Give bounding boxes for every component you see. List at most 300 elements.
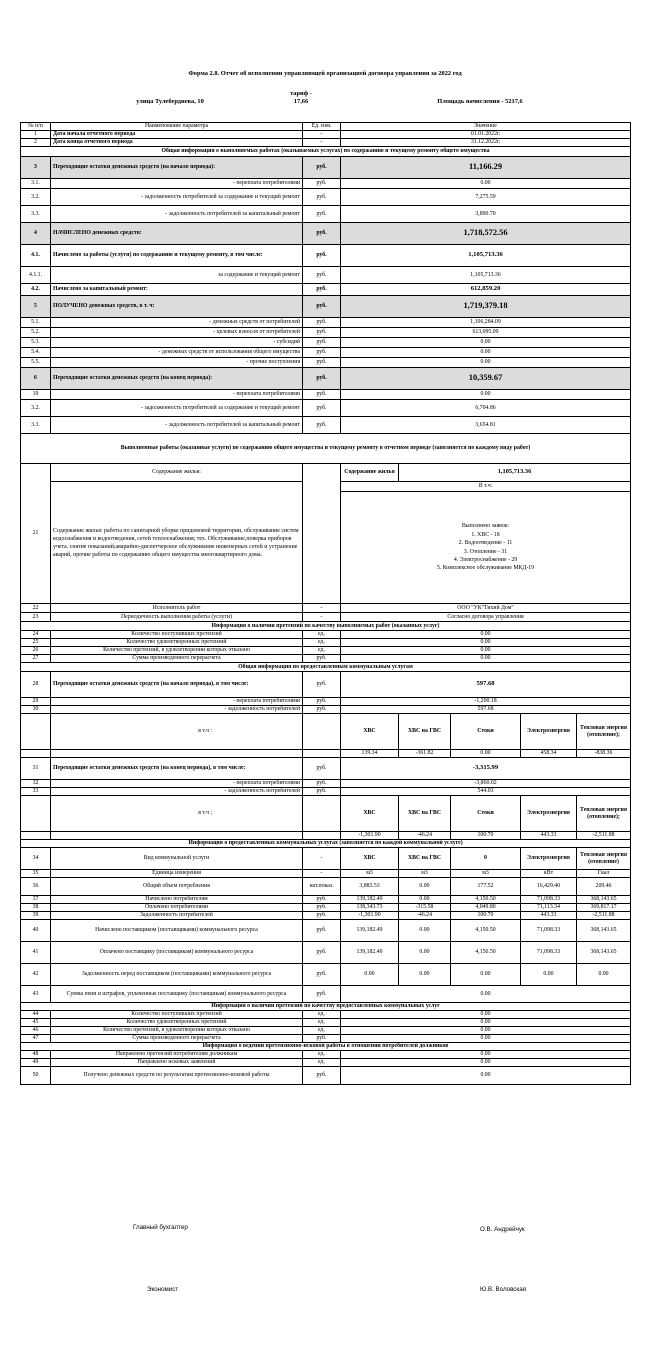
cell xyxy=(51,750,303,758)
cell xyxy=(303,832,341,840)
cell: 36 xyxy=(21,878,51,896)
util-value-cell: -1,301.90 xyxy=(341,832,399,840)
cell: руб. xyxy=(303,1067,341,1085)
table-row xyxy=(21,878,631,896)
cell: Количество поступивших претензий xyxy=(51,631,303,639)
table-row xyxy=(21,942,631,964)
table-row xyxy=(21,267,631,284)
cell xyxy=(303,750,341,758)
cell: руб. xyxy=(303,400,341,417)
cell: Исполнитель работ xyxy=(51,604,303,613)
service-cell: 71,098.33 xyxy=(521,896,577,904)
service-cell: -46.24 xyxy=(399,912,451,920)
util-value-cell: -46.24 xyxy=(399,832,451,840)
service-cell: 368,143.65 xyxy=(577,896,631,904)
cell: 3.2. xyxy=(21,189,51,206)
cell: Количество претензий, в удовлетворении которых отказано xyxy=(51,647,303,655)
cell: 40 xyxy=(21,920,51,942)
util-head-cell: Стоки xyxy=(451,714,521,750)
table-row xyxy=(21,1067,631,1085)
cell xyxy=(303,796,341,832)
cell: Начислено потребителям xyxy=(51,896,303,904)
table-row xyxy=(21,157,631,179)
util-head-cell: ХВС на ГВС xyxy=(399,796,451,832)
cell: 5.3. xyxy=(21,338,51,348)
cell: 28 xyxy=(21,672,51,698)
cell: - прочие поступления xyxy=(51,358,303,368)
table-row xyxy=(21,788,631,796)
area: Площадь начисления - 5217,6 xyxy=(437,98,523,105)
value-cell: 1,105,713.36 xyxy=(341,245,631,267)
cell: Начислено за работы (услуги) по содержанию и текущему ремонту, в том числе: xyxy=(51,245,303,267)
value-cell: 1,106,284.09 xyxy=(341,318,631,328)
table-header xyxy=(21,123,631,131)
work-done-item: 5. Комплексное обслуживание МКД-19 xyxy=(436,565,535,572)
cell: в т.ч ; xyxy=(51,796,303,832)
cell: 43 xyxy=(21,986,51,1003)
cell: Получено денежных средств по результатам претензионно-исковой работы xyxy=(51,1067,303,1085)
cell: - переплата потребителями xyxy=(51,390,303,400)
cell: руб. xyxy=(303,390,341,400)
util-value-cell: 0.00 xyxy=(451,750,521,758)
util-head-cell: Тепловая энергия (отопление); xyxy=(577,796,631,832)
cell: ед. xyxy=(303,1051,341,1059)
cell: 47 xyxy=(21,1035,51,1043)
util-head-cell: ХВС xyxy=(341,796,399,832)
cell: ед. xyxy=(303,631,341,639)
work-done-item: 3. Отопление - 31 xyxy=(463,548,508,555)
cell xyxy=(51,832,303,840)
cell: руб. xyxy=(303,672,341,698)
work-done-list xyxy=(341,492,631,604)
cell: 49 xyxy=(21,1059,51,1067)
value-cell: 597.68 xyxy=(341,672,631,698)
table-row xyxy=(21,1035,631,1043)
service-cell: -1,301.90 xyxy=(341,912,399,920)
cell: 5.5. xyxy=(21,358,51,368)
cell: 50 xyxy=(21,1067,51,1085)
cell: Вид коммунальной услуги xyxy=(51,848,303,870)
cell: Переходящие остатки денежных средств (на конец периода), в том числе: xyxy=(51,758,303,780)
cell: 48 xyxy=(21,1051,51,1059)
util-value-cell: 443.33 xyxy=(521,832,577,840)
value-cell: 0.00 xyxy=(341,358,631,368)
cell: 33 xyxy=(21,788,51,796)
service-cell: 139,182.49 xyxy=(341,920,399,942)
cell: руб. xyxy=(303,912,341,920)
cell: - задолженность потребителей за содержание и текущий ремонт xyxy=(51,189,303,206)
table-row xyxy=(21,848,631,870)
table-row xyxy=(21,179,631,189)
service-cell: 0.00 xyxy=(399,942,451,964)
table-row xyxy=(21,639,631,647)
col-value: Значение xyxy=(341,123,631,131)
cell: руб. xyxy=(303,698,341,706)
cell: 5.2. xyxy=(21,328,51,338)
service-cell: 209.46 xyxy=(577,878,631,896)
cell: - задолженность потребителей xyxy=(51,788,303,796)
value-cell: 0.00 xyxy=(341,1011,631,1019)
cell: - задолженность потребителей за капитальный ремонт xyxy=(51,206,303,223)
util-value-cell: -361.82 xyxy=(399,750,451,758)
cell: 21 xyxy=(21,464,51,604)
table-row xyxy=(21,964,631,986)
util-head-cell: Стоки xyxy=(451,796,521,832)
table-row xyxy=(21,986,631,1003)
service-cell: 443.33 xyxy=(521,912,577,920)
section-header xyxy=(21,840,631,848)
cell: - целевых взносов от потребителей xyxy=(51,328,303,338)
service-cell: 368,143.65 xyxy=(577,942,631,964)
cell: 45 xyxy=(21,1019,51,1027)
cell: руб. xyxy=(303,206,341,223)
cell: 22 xyxy=(21,604,51,613)
cell: 26 xyxy=(21,647,51,655)
cell: Количество поступивших претензий xyxy=(51,1011,303,1019)
section-title: Выполненные работы (оказанные услуги) по содержанию общего имущества и текущему ремонту в отчетном периоде (заполняется по каждому виду работ) xyxy=(21,434,631,464)
cell: 19 xyxy=(21,390,51,400)
value-cell: 0.00 xyxy=(341,1019,631,1027)
cell xyxy=(21,714,51,750)
service-cell: м3 xyxy=(341,870,399,878)
cell: за содержание и текущий ремонт xyxy=(51,267,303,284)
cell: руб. xyxy=(303,780,341,788)
cell: Задолженность перед поставщиком (поставщиками) коммунального ресурса xyxy=(51,964,303,986)
cell: № п/п xyxy=(21,123,51,131)
work-row xyxy=(21,464,631,482)
cell: 4 xyxy=(21,223,51,245)
value-cell: 1,718,572.56 xyxy=(341,223,631,245)
util-value-cell: 139.34 xyxy=(341,750,399,758)
value-cell: -3,315.99 xyxy=(341,758,631,780)
cell: 23 xyxy=(21,613,51,622)
cell: руб. xyxy=(303,964,341,986)
service-cell: 139,182.49 xyxy=(341,942,399,964)
cell: ед. xyxy=(303,1019,341,1027)
value-cell: 613,095.09 xyxy=(341,328,631,338)
cell: ПОЛУЧЕНО денежных средств, в т. ч: xyxy=(51,296,303,318)
cell: 4.1. xyxy=(21,245,51,267)
service-cell: 16,429.40 xyxy=(521,878,577,896)
cell: - xyxy=(303,604,341,613)
util-value-cell: 458.34 xyxy=(521,750,577,758)
value-cell: ООО "УК"Тихий Дом" xyxy=(341,604,631,613)
service-cell: 0.00 xyxy=(399,878,451,896)
table-row xyxy=(21,912,631,920)
service-cell: м3 xyxy=(399,870,451,878)
service-cell: 0.00 xyxy=(341,964,399,986)
service-cell: 0 xyxy=(451,848,521,870)
table-row xyxy=(21,328,631,338)
table-row xyxy=(21,417,631,434)
table-row xyxy=(21,706,631,714)
value-cell: 597.68 xyxy=(341,706,631,714)
value-cell: 0.00 xyxy=(341,338,631,348)
cell: руб. xyxy=(303,284,341,296)
table-row xyxy=(21,655,631,663)
cell: В т.ч: xyxy=(341,482,631,492)
cell: Дата конца отчетного периода xyxy=(51,139,303,147)
cell: 3 xyxy=(21,157,51,179)
util-head xyxy=(21,714,631,750)
cell: 27 xyxy=(21,655,51,663)
cell: руб. xyxy=(303,267,341,284)
cell: - субсидий xyxy=(51,338,303,348)
service-cell: 71,113.34 xyxy=(521,904,577,912)
cell: 3.1. xyxy=(21,179,51,189)
cell: Содержание жилья: xyxy=(51,464,303,482)
cell: - задолженность потребителей xyxy=(51,706,303,714)
cell: Направлено исковых заявлений xyxy=(51,1059,303,1067)
work-done-item: 2. Водоотведение - 11 xyxy=(458,540,513,547)
cell: 3.3. xyxy=(21,417,51,434)
cell: 2 xyxy=(21,139,51,147)
service-cell: 4,150.50 xyxy=(451,942,521,964)
value-cell: 0.00 xyxy=(341,1035,631,1043)
table-row xyxy=(21,631,631,639)
value-cell: 1,105,713.36 xyxy=(341,267,631,284)
tariff-label: тариф - xyxy=(290,90,312,97)
cell xyxy=(21,750,51,758)
value-cell: 0.00 xyxy=(341,631,631,639)
cell: Оплачено поставщику (поставщикам) коммунального ресурса xyxy=(51,942,303,964)
value-cell: 0.00 xyxy=(341,1051,631,1059)
value-cell: -3,860.02 xyxy=(341,780,631,788)
cell: ед. xyxy=(303,1027,341,1035)
cell: руб. xyxy=(303,896,341,904)
cell: руб. xyxy=(303,296,341,318)
cell: - задолженность потребителей за капитальный ремонт xyxy=(51,417,303,434)
table-row xyxy=(21,698,631,706)
service-cell: Электроэнергия xyxy=(521,848,577,870)
cell: руб. xyxy=(303,223,341,245)
section-title: Информация о наличии претензий по качеству выполняемых работ (оказанных услуг) xyxy=(21,622,631,631)
table-row xyxy=(21,920,631,942)
service-cell: 177.52 xyxy=(451,878,521,896)
table-row xyxy=(21,1019,631,1027)
cell: - переплата потребителями xyxy=(51,780,303,788)
cell: руб. xyxy=(303,706,341,714)
service-cell: 369,817.17 xyxy=(577,904,631,912)
section-header xyxy=(21,1003,631,1011)
signature-role-1: Главный бухгалтер xyxy=(133,1224,188,1231)
cell: - переплата потребителями xyxy=(51,698,303,706)
cell: 35 xyxy=(21,870,51,878)
section-title: Общая информация о выполняемых работах (оказываемых услугах) по содержанию и текущему ремонту общего имущества xyxy=(21,147,631,157)
signature-name-2: Ю.В. Воловская xyxy=(480,1286,527,1293)
cell: ед. xyxy=(303,1011,341,1019)
service-cell: 139,182.49 xyxy=(341,896,399,904)
cell: Сумма произведенного перерасчета xyxy=(51,1035,303,1043)
cell: руб. xyxy=(303,245,341,267)
cell: Сумма пени и штрафов, уплаченные поставщику (поставщикам) коммунального ресурса xyxy=(51,986,303,1003)
value-cell: -1,200.18 xyxy=(341,698,631,706)
table-row xyxy=(21,1059,631,1067)
service-cell: ХВС на ГВС xyxy=(399,848,451,870)
util-head-cell: ХВС на ГВС xyxy=(399,714,451,750)
cell: - денежных средств от использования общего имущества xyxy=(51,348,303,358)
value-cell: 11,166.29 xyxy=(341,157,631,179)
util-head-cell: Тепловая энергия (отопление); xyxy=(577,714,631,750)
service-cell: -2,511.88 xyxy=(577,912,631,920)
table-row xyxy=(21,604,631,613)
section-header xyxy=(21,663,631,672)
value-cell: 0.00 xyxy=(341,348,631,358)
cell xyxy=(303,464,341,604)
cell: Сумма произведенного перерасчета xyxy=(51,655,303,663)
value-cell: 0.00 xyxy=(341,647,631,655)
report-table xyxy=(20,122,631,1085)
table-row xyxy=(21,318,631,328)
service-cell: 138,343.73 xyxy=(341,904,399,912)
cell: руб. xyxy=(303,338,341,348)
page-title: Форма 2.8. Отчет об исполнении управляющей организацией договора управления за 2022 год xyxy=(188,70,462,77)
cell: 4.2. xyxy=(21,284,51,296)
table-row xyxy=(21,896,631,904)
tariff xyxy=(276,90,326,106)
cell: Оплачено потребителями xyxy=(51,904,303,912)
service-cell: 4,150.50 xyxy=(451,920,521,942)
cell: руб. xyxy=(303,368,341,390)
value-cell: 3,654.81 xyxy=(341,417,631,434)
table-row xyxy=(21,338,631,348)
cell: Начислено за капитальный ремонт: xyxy=(51,284,303,296)
cell: 46 xyxy=(21,1027,51,1035)
cell: Количество претензий, в удовлетворении которых отказано xyxy=(51,1027,303,1035)
cell: ед. xyxy=(303,1059,341,1067)
table-row xyxy=(21,1051,631,1059)
cell: руб. xyxy=(303,655,341,663)
table-row xyxy=(21,870,631,878)
cell: руб. xyxy=(303,942,341,964)
value-cell: 7,275.59 xyxy=(341,189,631,206)
cell: - задолженность потребителей за содержание и текущий ремонт xyxy=(51,400,303,417)
cell: 1,105,713.36 xyxy=(399,464,631,482)
cell: 5.4. xyxy=(21,348,51,358)
table-row xyxy=(21,206,631,223)
section-title: Информация о ведении претензионно-исковой работы в отношении потребителей должников xyxy=(21,1043,631,1051)
address: улица Тулебердиева, 10 xyxy=(136,98,204,105)
cell: 30 xyxy=(21,706,51,714)
cell: руб. xyxy=(303,157,341,179)
table-row xyxy=(21,284,631,296)
cell: 3.3. xyxy=(21,206,51,223)
service-cell: 100.70 xyxy=(451,912,521,920)
cell: руб. xyxy=(303,417,341,434)
value-cell: 0.00 xyxy=(341,1067,631,1085)
cell: руб. xyxy=(303,1035,341,1043)
cell: руб. xyxy=(303,904,341,912)
value-cell: 31.12.2022г. xyxy=(341,139,631,147)
cell: 34 xyxy=(21,848,51,870)
value-cell: 0.00 xyxy=(341,1027,631,1035)
service-cell: 71,098.33 xyxy=(521,920,577,942)
cell: - xyxy=(303,848,341,870)
service-cell: -315.58 xyxy=(399,904,451,912)
cell: руб. xyxy=(303,758,341,780)
cell: руб. xyxy=(303,179,341,189)
table-row xyxy=(21,296,631,318)
service-cell: ХВС xyxy=(341,848,399,870)
cell: ед. xyxy=(303,639,341,647)
table-row xyxy=(21,131,631,139)
cell: 37 xyxy=(21,896,51,904)
cell: 31 xyxy=(21,758,51,780)
service-cell: 0.00 xyxy=(521,964,577,986)
value-cell: 01.01.2022г. xyxy=(341,131,631,139)
value-cell: 6,704.86 xyxy=(341,400,631,417)
service-cell: 3,883.53 xyxy=(341,878,399,896)
table-row xyxy=(21,245,631,267)
signature-name-1: О.В. Андрейчук xyxy=(480,1226,525,1233)
cell: 25 xyxy=(21,639,51,647)
table-row xyxy=(21,390,631,400)
table-row xyxy=(21,348,631,358)
value-cell: 0.00 xyxy=(341,639,631,647)
table-row xyxy=(21,758,631,780)
table-row xyxy=(21,368,631,390)
table-row xyxy=(21,223,631,245)
table-row xyxy=(21,1027,631,1035)
service-cell: 71,098.33 xyxy=(521,942,577,964)
section-title: Информация о наличии претензий по качеству предоставленных коммунальных услуг xyxy=(21,1003,631,1011)
cell: 38 xyxy=(21,904,51,912)
work-done-item: Выполнено заявок: xyxy=(461,523,510,530)
cell: Переходящие остатки денежных средств (на начало периода), в том числе: xyxy=(51,672,303,698)
table-row xyxy=(21,672,631,698)
value-cell: Согласно договора управления xyxy=(341,613,631,622)
value-cell: 0.00 xyxy=(341,1059,631,1067)
signature-role-2: Экономист xyxy=(147,1286,179,1293)
service-cell: м3 xyxy=(451,870,521,878)
cell: Направлено претензий потребителям должникам xyxy=(51,1051,303,1059)
util-value-cell: 100.70 xyxy=(451,832,521,840)
cell: нат.показ. xyxy=(303,878,341,896)
cell: Количество удовлетворенных претензий xyxy=(51,1019,303,1027)
cell: Ед. изм. xyxy=(303,123,341,131)
cell: Задолженность потребителей xyxy=(51,912,303,920)
cell: 39 xyxy=(21,912,51,920)
value-cell: 1,719,379.18 xyxy=(341,296,631,318)
table-row xyxy=(21,1011,631,1019)
util-head xyxy=(21,796,631,832)
cell: Наименование параметра xyxy=(51,123,303,131)
cell: руб. xyxy=(303,986,341,1003)
table-row xyxy=(21,358,631,368)
cell: руб. xyxy=(303,358,341,368)
service-cell: 368,143.65 xyxy=(577,920,631,942)
value-cell: 0.00 xyxy=(341,986,631,1003)
cell: руб. xyxy=(303,920,341,942)
cell: Дата начала отчетного периода xyxy=(51,131,303,139)
cell: в т.ч : xyxy=(51,714,303,750)
service-cell: 0.00 xyxy=(399,896,451,904)
service-cell: кВт xyxy=(521,870,577,878)
cell: НАЧИСЛЕНО денежных средств: xyxy=(51,223,303,245)
service-cell: 4,049.80 xyxy=(451,904,521,912)
cell: - xyxy=(303,131,341,139)
service-cell: 0.00 xyxy=(399,920,451,942)
service-cell: 0.00 xyxy=(451,964,521,986)
cell: ед. xyxy=(303,647,341,655)
cell: Периодичность выполнения работы (услуги) xyxy=(51,613,303,622)
cell: 44 xyxy=(21,1011,51,1019)
work-done-item: 4. Электроснабжение - 29 xyxy=(453,556,518,563)
table-row xyxy=(21,647,631,655)
service-cell: Тепловая энергия (отопление) xyxy=(577,848,631,870)
table-row xyxy=(21,613,631,622)
cell xyxy=(21,832,51,840)
